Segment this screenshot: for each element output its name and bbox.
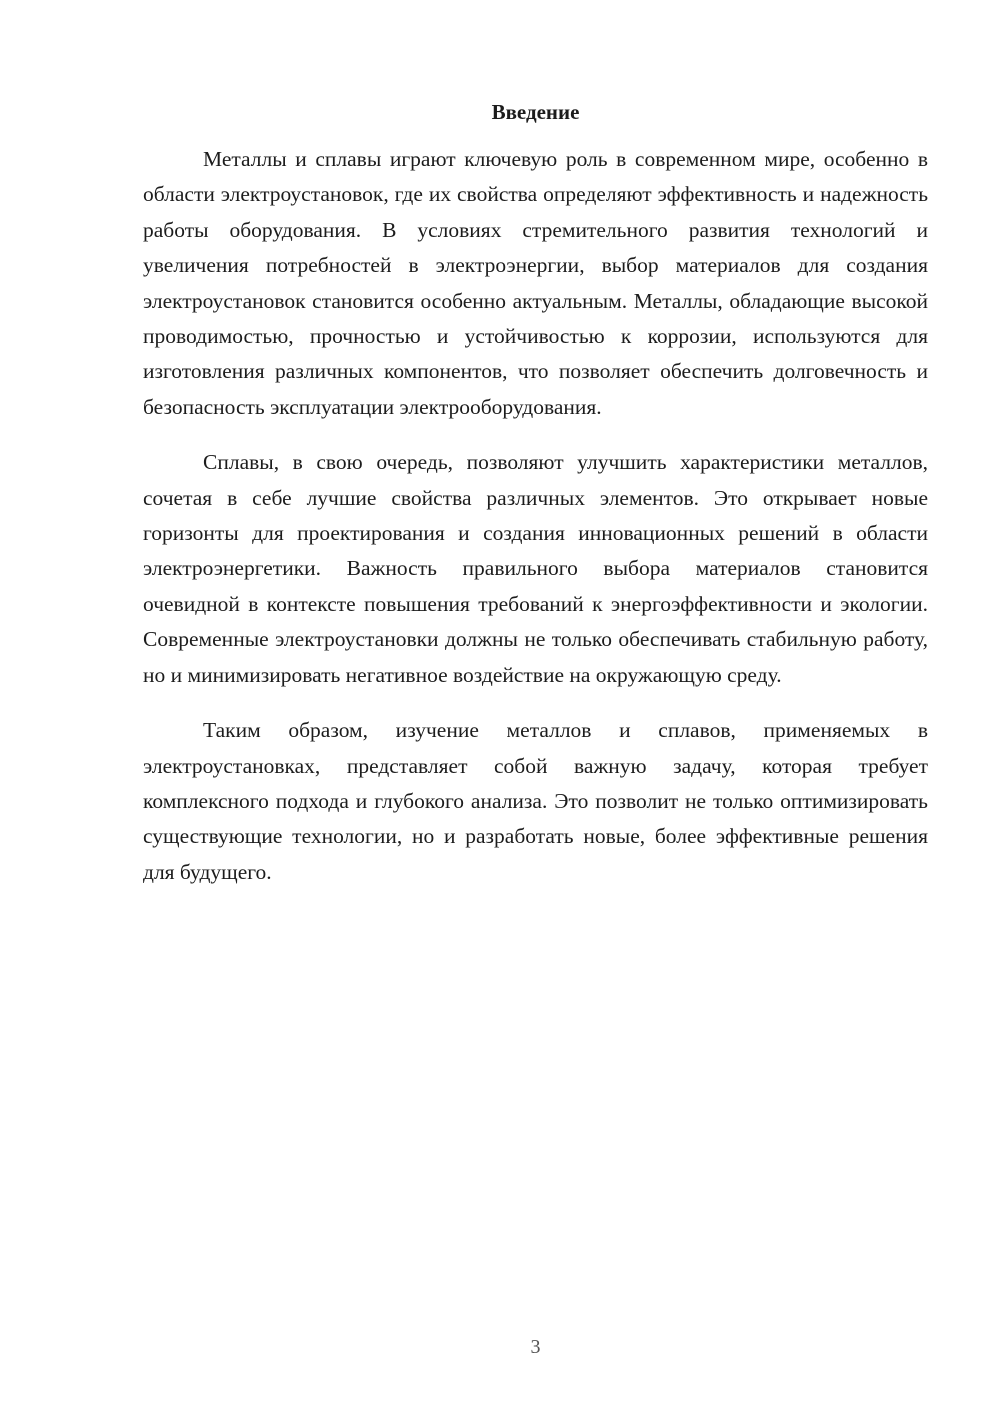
paragraph-1: Металлы и сплавы играют ключевую роль в современном мире, особенно в области электроустановок, где их свойства определяют эффективность и надежность работы оборудования. В условиях стремительного развития технологий и увеличения потребностей в электроэнергии, выбор материалов для создания электроустановок становится особенно актуальным. Металлы, обладающие высокой проводимостью, прочностью и устойчивостью к коррозии, используются для изготовления различных компонентов, что позволяет обеспечить долговечность и безопасность эксплуатации электрооборудования.: [143, 147, 928, 419]
paragraph-2: Сплавы, в свою очередь, позволяют улучшить характеристики металлов, сочетая в себе лучшие свойства различных элементов. Это открывает новые горизонты для проектирования и создания инновационных решений в области электроэнергетики. Важность правильного выбора материалов становится очевидной в контексте повышения требований к энергоэффективности и экологии. Современные электроустановки должны не только обеспечивать стабильную работу, но и минимизировать негативное воздействие на окружающую среду.: [143, 450, 928, 687]
document-body: [143, 142, 928, 910]
paragraph-3: Таким образом, изучение металлов и сплавов, применяемых в электроустановках, представляет собой важную задачу, которая требует комплексного подхода и глубокого анализа. Это позволит не только оптимизировать существующие технологии, но и разработать новые, более эффективные решения для будущего.: [143, 718, 928, 884]
section-heading: Введение: [491, 100, 580, 124]
page-number: 3: [530, 1336, 541, 1358]
